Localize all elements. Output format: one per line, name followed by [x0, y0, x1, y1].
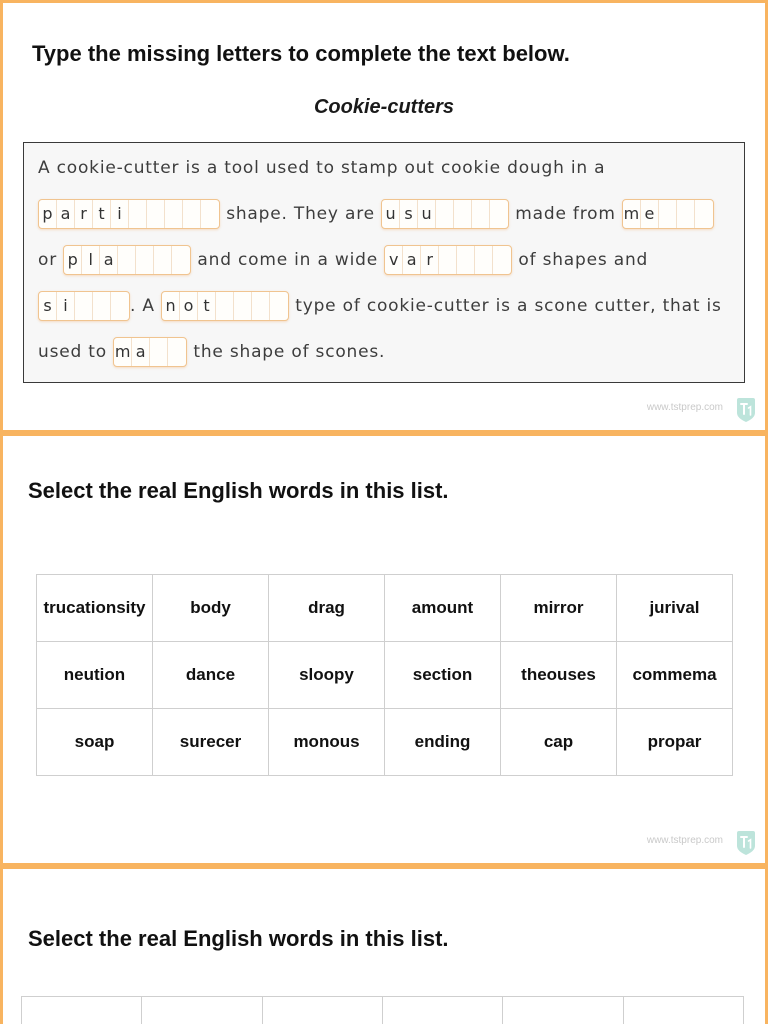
- passage-text: made from: [509, 204, 622, 224]
- given-letter-cell: u: [382, 200, 400, 228]
- empty-letter-cell[interactable]: [172, 246, 190, 274]
- passage-line: [38, 237, 744, 283]
- empty-letter-cell[interactable]: [118, 246, 136, 274]
- word-option[interactable]: [503, 997, 623, 1024]
- given-letter-cell: n: [162, 292, 180, 320]
- given-letter-cell: a: [57, 200, 75, 228]
- empty-letter-cell[interactable]: [436, 200, 454, 228]
- empty-letter-cell[interactable]: [454, 200, 472, 228]
- given-letter-cell: s: [400, 200, 418, 228]
- word-blank-input[interactable]: [38, 199, 220, 229]
- passage-text: the shape of scones.: [187, 342, 386, 362]
- given-letter-cell: t: [198, 292, 216, 320]
- exercise-panel-word-select-1: [0, 433, 768, 866]
- word-blank-input[interactable]: [381, 199, 509, 229]
- empty-letter-cell[interactable]: [252, 292, 270, 320]
- empty-letter-cell[interactable]: [439, 246, 457, 274]
- exercise-panel-word-select-2: [0, 866, 768, 1024]
- empty-letter-cell[interactable]: [472, 200, 490, 228]
- passage-text: used to: [38, 342, 114, 362]
- passage-text: shape. They are: [220, 204, 382, 224]
- word-grid: [21, 996, 744, 1024]
- tstprep-logo-icon: [736, 398, 756, 422]
- passage-line: [38, 283, 744, 329]
- given-letter-cell: l: [82, 246, 100, 274]
- empty-letter-cell[interactable]: [270, 292, 288, 320]
- given-letter-cell: t: [93, 200, 111, 228]
- word-option[interactable]: sloopy: [269, 642, 385, 709]
- exercise-panel-missing-letters: [0, 0, 768, 433]
- empty-letter-cell[interactable]: [201, 200, 219, 228]
- empty-letter-cell[interactable]: [168, 338, 186, 366]
- word-option[interactable]: mirror: [501, 575, 617, 642]
- word-option[interactable]: cap: [501, 709, 617, 776]
- empty-letter-cell[interactable]: [216, 292, 234, 320]
- passage-title: Cookie-cutters: [313, 96, 455, 118]
- given-letter-cell: o: [180, 292, 198, 320]
- empty-letter-cell[interactable]: [677, 200, 695, 228]
- given-letter-cell: p: [64, 246, 82, 274]
- given-letter-cell: e: [641, 200, 659, 228]
- empty-letter-cell[interactable]: [93, 292, 111, 320]
- watermark-url: www.tstprep.com: [646, 402, 723, 413]
- word-option[interactable]: neution: [37, 642, 153, 709]
- passage-line: [38, 145, 744, 191]
- given-letter-cell: m: [623, 200, 641, 228]
- empty-letter-cell[interactable]: [147, 200, 165, 228]
- word-option[interactable]: surecer: [153, 709, 269, 776]
- word-grid: [36, 574, 733, 776]
- word-option[interactable]: section: [385, 642, 501, 709]
- watermark-url: www.tstprep.com: [646, 835, 723, 846]
- word-blank-input[interactable]: [384, 245, 512, 275]
- given-letter-cell: r: [421, 246, 439, 274]
- passage-line: [38, 329, 744, 375]
- instruction-heading: Select the real English words in this list.: [28, 478, 449, 503]
- instruction-heading: Type the missing letters to complete the text below.: [32, 41, 570, 66]
- given-letter-cell: a: [403, 246, 421, 274]
- given-letter-cell: a: [100, 246, 118, 274]
- given-letter-cell: v: [385, 246, 403, 274]
- word-option[interactable]: theouses: [501, 642, 617, 709]
- word-option[interactable]: [22, 997, 142, 1024]
- instruction-heading: Select the real English words in this list.: [28, 926, 449, 951]
- empty-letter-cell[interactable]: [75, 292, 93, 320]
- given-letter-cell: a: [132, 338, 150, 366]
- passage-text: A cookie-cutter is a tool used to stamp out cookie dough in a: [38, 158, 606, 178]
- passage-text: . A: [130, 296, 162, 316]
- empty-letter-cell[interactable]: [493, 246, 511, 274]
- word-option[interactable]: trucationsity: [37, 575, 153, 642]
- word-option[interactable]: drag: [269, 575, 385, 642]
- word-option[interactable]: ending: [385, 709, 501, 776]
- word-option[interactable]: [262, 997, 382, 1024]
- word-row: [37, 709, 733, 776]
- empty-letter-cell[interactable]: [490, 200, 508, 228]
- empty-letter-cell[interactable]: [183, 200, 201, 228]
- empty-letter-cell[interactable]: [695, 200, 713, 228]
- empty-letter-cell[interactable]: [234, 292, 252, 320]
- word-blank-input[interactable]: [113, 337, 187, 367]
- empty-letter-cell[interactable]: [475, 246, 493, 274]
- passage-text: and come in a wide: [191, 250, 385, 270]
- word-option[interactable]: propar: [617, 709, 733, 776]
- word-option[interactable]: commema: [617, 642, 733, 709]
- empty-letter-cell[interactable]: [150, 338, 168, 366]
- given-letter-cell: s: [39, 292, 57, 320]
- empty-letter-cell[interactable]: [136, 246, 154, 274]
- word-option[interactable]: [623, 997, 743, 1024]
- given-letter-cell: i: [57, 292, 75, 320]
- word-option[interactable]: monous: [269, 709, 385, 776]
- empty-letter-cell[interactable]: [659, 200, 677, 228]
- word-blank-input[interactable]: [38, 291, 130, 321]
- passage-text: or: [38, 250, 64, 270]
- passage-box: [23, 142, 745, 383]
- given-letter-cell: u: [418, 200, 436, 228]
- word-blank-input[interactable]: [161, 291, 289, 321]
- empty-letter-cell[interactable]: [129, 200, 147, 228]
- word-option[interactable]: body: [153, 575, 269, 642]
- word-row: [22, 997, 744, 1024]
- given-letter-cell: r: [75, 200, 93, 228]
- passage-text: of shapes and: [512, 250, 649, 270]
- word-row: [37, 642, 733, 709]
- word-option[interactable]: dance: [153, 642, 269, 709]
- word-option[interactable]: soap: [37, 709, 153, 776]
- word-blank-input[interactable]: [63, 245, 191, 275]
- word-row: [37, 575, 733, 642]
- empty-letter-cell[interactable]: [165, 200, 183, 228]
- word-option[interactable]: [142, 997, 262, 1024]
- word-option[interactable]: amount: [385, 575, 501, 642]
- empty-letter-cell[interactable]: [154, 246, 172, 274]
- given-letter-cell: i: [111, 200, 129, 228]
- empty-letter-cell[interactable]: [111, 292, 129, 320]
- word-option[interactable]: [382, 997, 502, 1024]
- passage-text: type of cookie-cutter is a scone cutter, that is: [289, 296, 722, 316]
- word-option[interactable]: jurival: [617, 575, 733, 642]
- tstprep-logo-icon: [736, 831, 756, 855]
- empty-letter-cell[interactable]: [457, 246, 475, 274]
- given-letter-cell: m: [114, 338, 132, 366]
- passage-line: [38, 191, 744, 237]
- word-blank-input[interactable]: [622, 199, 714, 229]
- given-letter-cell: p: [39, 200, 57, 228]
